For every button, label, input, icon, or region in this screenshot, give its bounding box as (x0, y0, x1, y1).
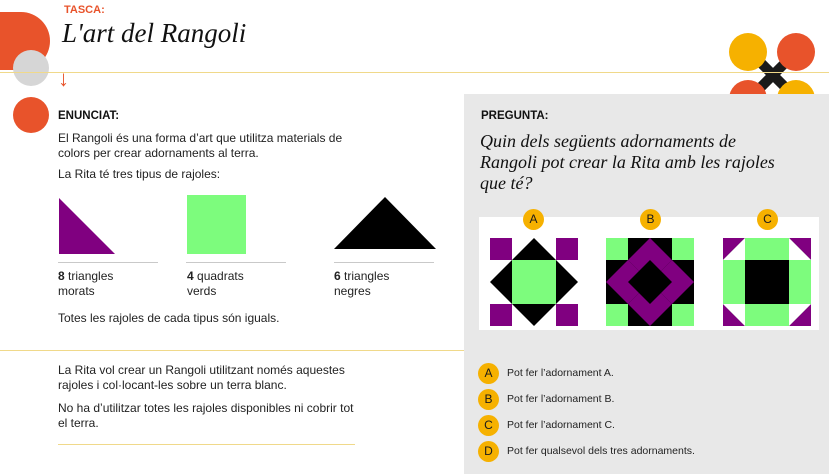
header-divider (0, 72, 829, 73)
tile-name-line1: triangles (68, 269, 114, 283)
bottom-divider (58, 444, 355, 445)
answer-text: Pot fer l’adornament B. (507, 393, 615, 405)
constraint-text: No ha d’utilitzar totes les rajoles disponibles ni cobrir tot el terra. (58, 401, 354, 430)
tile-count: 6 (334, 269, 341, 283)
tile-label-green-squares (187, 269, 244, 299)
answer-option-c[interactable] (478, 415, 778, 437)
option-badge-c: C (757, 209, 778, 230)
option-badge-b: B (640, 209, 661, 230)
tile-label-purple-triangles (58, 269, 113, 299)
question-text: Quin dels següents adornaments de Rangoli pot crear la Rita amb les rajoles que té? (480, 131, 775, 193)
tiles-intro: La Rita té tres tipus de rajoles: (58, 167, 221, 181)
green-square-tile-icon (187, 195, 246, 254)
tile-count: 4 (187, 269, 194, 283)
decor-grey-circle (13, 50, 49, 86)
black-triangle-tile-icon (334, 197, 436, 249)
answer-text: Pot fer l’adornament A. (507, 367, 614, 379)
question-heading: PREGUNTA: (481, 110, 549, 122)
tile-name-line1: quadrats (197, 269, 244, 283)
tile-name-line1: triangles (344, 269, 390, 283)
tile-count: 8 (58, 269, 65, 283)
answer-option-b[interactable] (478, 389, 778, 411)
goal-text: La Rita vol crear un Rangoli utilitzant només aquestes rajoles i col·locant-les sobre un terra blanc. (58, 363, 345, 392)
answer-option-a[interactable] (478, 363, 778, 385)
answer-badge: C (478, 415, 499, 436)
purple-triangle-tile-icon (59, 198, 115, 254)
answer-text: Pot fer l’adornament C. (507, 419, 615, 431)
answer-option-d[interactable] (478, 441, 778, 463)
answer-badge: B (478, 389, 499, 410)
tile-name-line2: negres (334, 284, 371, 298)
statement-divider (0, 350, 464, 351)
answer-text: Pot fer qualsevol dels tres adornaments. (507, 445, 695, 457)
tile-divider-3 (334, 262, 434, 263)
answer-badge: A (478, 363, 499, 384)
page-title: L'art del Rangoli (62, 18, 247, 48)
statement-intro: El Rangoli és una forma d’art que utilitza materials de colors per crear adornaments al terra. (58, 131, 343, 160)
tile-divider-1 (58, 262, 158, 263)
tile-name-line2: verds (187, 284, 217, 298)
answer-badge: D (478, 441, 499, 462)
option-badge-a: A (523, 209, 544, 230)
rangoli-pattern-c (723, 238, 811, 326)
rangoli-pattern-a (490, 238, 578, 326)
task-label: TASCA: (64, 4, 105, 16)
arrow-down-icon: ↓ (58, 66, 69, 91)
same-tiles-note: Totes les rajoles de cada tipus són iguals. (58, 311, 280, 325)
tile-label-black-triangles (334, 269, 389, 299)
decor-orange-circle (13, 97, 49, 133)
rangoli-pattern-b (606, 238, 694, 326)
statement-heading: ENUNCIAT: (58, 110, 120, 122)
tile-divider-2 (186, 262, 286, 263)
tile-name-line2: morats (58, 284, 95, 298)
